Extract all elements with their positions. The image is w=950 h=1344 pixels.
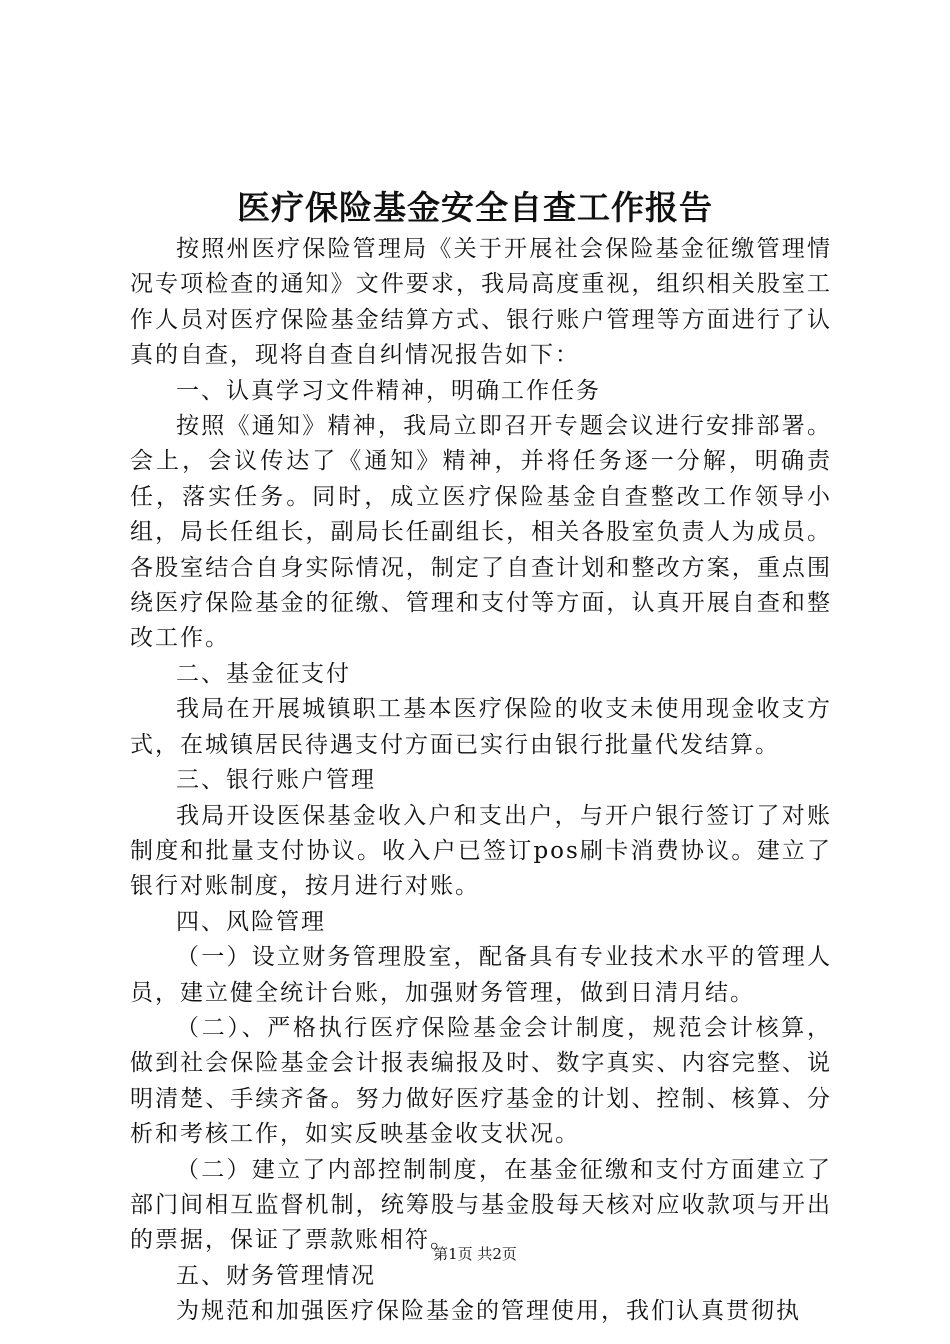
- section-heading: 二、基金征支付: [176, 660, 351, 687]
- section-heading: 三、银行账户管理: [176, 767, 376, 794]
- section-heading: 五、财务管理情况: [176, 1262, 376, 1289]
- section-heading: 一、认真学习文件精神，明确工作任务: [176, 377, 601, 404]
- paragraph: （二）、严格执行医疗保险基金会计制度，规范会计核算，做到社会保险基金会计报表编报及时、数字真实、内容完整、说明清楚、手续齐备。努力做好医疗基金的计划、控制、核算、分析和考核工作，如实反映基金收支状况。: [130, 1014, 832, 1148]
- paragraph: 为规范和加强医疗保险基金的管理使用，我们认真贯彻执: [176, 1298, 801, 1325]
- document-body: [130, 232, 832, 1330]
- page-number-footer: 第1页 共2页: [433, 1245, 517, 1263]
- paragraph: 按照州医疗保险管理局《关于开展社会保险基金征缴管理情况专项检查的通知》文件要求，我局高度重视，组织相关股室工作人员对医疗保险基金结算方式、银行账户管理等方面进行了认真的自查，现将自查自纠情况报告如下：: [130, 236, 832, 369]
- section-heading: 四、风险管理: [176, 908, 326, 935]
- paragraph: 我局在开展城镇职工基本医疗保险的收支未使用现金收支方式，在城镇居民待遇支付方面已实行由银行批量代发结算。: [130, 696, 832, 758]
- paragraph: （一）设立财务管理股室，配备具有专业技术水平的管理人员，建立健全统计台账，加强财务管理，做到日清月结。: [130, 944, 832, 1006]
- paragraph: 按照《通知》精神，我局立即召开专题会议进行安排部署。会上，会议传达了《通知》精神，并将任务逐一分解，明确责任，落实任务。同时，成立医疗保险基金自查整改工作领导小组，局长任组长，副局长任副组长，相关各股室负责人为成员。各股室结合自身实际情况，制定了自查计划和整改方案，重点围绕医疗保险基金的征缴、管理和支付等方面，认真开展自查和整改工作。: [130, 413, 832, 652]
- document-title: 医疗保险基金安全自查工作报告: [237, 188, 713, 227]
- paragraph: （二）建立了内部控制制度，在基金征缴和支付方面建立了部门间相互监督机制，统筹股与基金股每天核对应收款项与开出的票据，保证了票款账相符。: [130, 1156, 832, 1254]
- paragraph: 我局开设医保基金收入户和支出户，与开户银行签订了对账制度和批量支付协议。收入户已签订pos刷卡消费协议。建立了银行对账制度，按月进行对账。: [130, 802, 832, 900]
